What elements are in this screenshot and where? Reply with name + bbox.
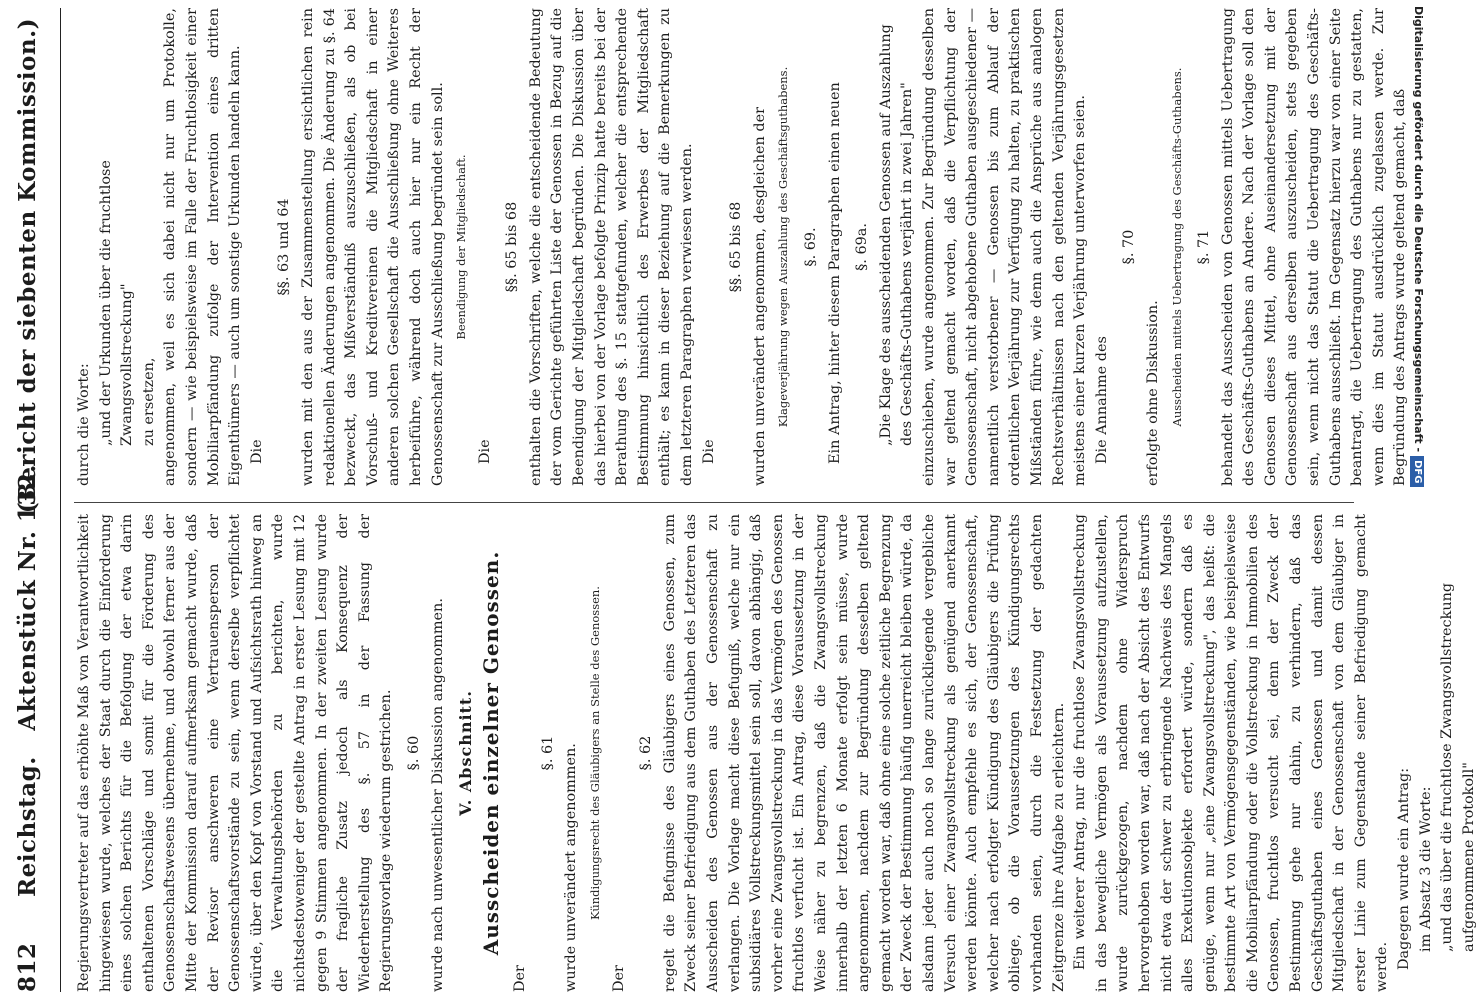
margin-note: Ausscheiden mittels Uebertragung des Geschäfts-Guthabens. <box>1169 67 1184 427</box>
margin-note: Klageverjährung wegen Auszahlung des Geschäftsguthabens. <box>776 66 791 428</box>
paragraph: Der <box>610 965 627 992</box>
paragraph: im Absatz 3 die Worte: <box>1417 786 1434 952</box>
paragraph-label: §. 70 <box>1121 229 1138 265</box>
paragraph: Dagegen wurde ein Antrag: <box>1396 767 1413 970</box>
paragraph: Die <box>248 439 265 464</box>
paragraph: Die <box>476 439 493 464</box>
paragraph: erfolgte ohne Diskussion. <box>1144 300 1161 486</box>
quote: „Die Klage des ausscheidenden Genossen auf Auszahlung des Geschäfts-Guthabens verjährt in zwei Jahren" <box>877 24 916 446</box>
header-rule <box>60 8 61 992</box>
paragraph-label: §. 62 <box>638 735 655 771</box>
margin-note: Kündigungsrecht des Gläubigers an Stelle des Genossen. <box>588 586 603 920</box>
paragraph: zu ersetzen, <box>140 357 157 446</box>
paragraph-label: §§. 63 und 64 <box>276 198 293 296</box>
section-number: V. Abschnitt. <box>456 690 476 816</box>
paragraph: angenommen, weil es sich dabei nicht nur um Protokolle, sondern — wie beispielsweise im Falle der Fruchtlosigkeit einer Mobiliarpfändung zufolge der Intervention eines dritten Eigenthümers — auch um sonstige Urkunden handeln kann. <box>162 8 244 486</box>
paragraph-label: §. 61 <box>539 735 556 771</box>
paragraph: enthalten die Vorschriften, welche die entscheidende Bedeutung der vom Gerichte geführten Liste der Genossen in Bezug auf die Beendigung der Mitgliedschaft begründen. Die Diskussion über das hierbei von der Vorlage befolgte Prinzip hatte bereits bei der Berathung des §. 15 stattgefunden, welcher die entsprechende Bestimmung hinsichtlich des Erwerbes der Mitgliedschaft enthält; es kann in dieser Beziehung auf die Bemerkungen zu dem letzteren Paragraphen verwiesen werden. <box>527 8 696 486</box>
page-number: 812 <box>14 942 41 992</box>
left-column <box>74 514 1477 992</box>
paragraph: Der <box>512 965 529 992</box>
page-header <box>2 8 62 992</box>
paragraph-label: §. 69. <box>803 227 819 267</box>
paragraph: wurden unverändert angenommen, desgleichen der <box>751 107 768 486</box>
paragraph: behandelt das Ausscheiden von Genossen mittels Uebertragung des Geschäfts-Guthabens an Andere. Nach der Vorlage soll den Genossen dieses Mittel, ohne Auseinandersetzung mit der Genossenschaft aus derselben auszuscheiden, stets gegeben sein, wenn nicht das Statut die Uebertragung des Geschäfts-Guthabens ausschließt. Im Gegensatz hierzu war von einer Seite beantragt, die Uebertragung des Guthabens nur zu gestatten, wenn dies im Statut ausdrücklich zugelassen werde. Zur Begründung des Antrags wurde geltend gemacht, daß <box>1219 8 1409 486</box>
paragraph: wurden mit den aus der Zusammenstellung ersichtlichen rein redaktionellen Änderungen angenommen. Die Änderung zu §. 64 bezweckt, das Mißverständniß auszuschließen, als ob bei Vorschuß- und Kreditvereinen die Mitgliedschaft in einer anderen solchen Gesellschaft die Ausschließung ohne Weiteres herbeiführe, während doch auch hier nur ein Recht der Genossenschaft zur Ausschließung begründet sein soll. <box>299 8 446 486</box>
paragraph: Ein Antrag, hinter diesem Paragraphen einen neuen <box>826 82 843 464</box>
paragraph: Ein weiterer Antrag, nur die fruchtlose Zwangsvollstreckung in das bewegliche Vermögen als Voraussetzung aufzustellen, wurde zurückgezogen, nachdem ohne Widerspruch hervorgehoben worden war, daß nach der Absicht des Entwurfs nicht etwa der schwer zu erbringende Nachweis des Mangels alles Exekutionsobjekte erfordert würde, sondern daß es genüge, wenn nur „eine Zwangsvollstreckung", das heißt: die bestimmte Art von Vermögensgegenständen, wie beispielsweise die Mobiliarpfändung oder die Vollstreckung in Immobilien des Genossen, fruchtlos versucht sei, denn der Zweck der Bestimmung gehe nur dahin, zu verhindern, daß das Geschäftsguthaben eines Genossen und damit dessen Mitgliedschaft in der Genossenschaft von dem Gläubiger in erster Linie zum Gegenstande seiner Befriedigung gemacht werde. <box>1072 514 1391 992</box>
quote: „und der Urkunden über die fruchtlose Zwangsvollstreckung" <box>97 160 136 446</box>
margin-note: Beendigung der Mitgliedschaft. <box>454 154 469 340</box>
digitization-credit <box>1408 6 1428 986</box>
paragraph-label: §. 71 <box>1196 229 1213 265</box>
paragraph: wurde nach unwesentlicher Diskussion angenommen. <box>429 598 446 992</box>
paragraph: durch die Worte: <box>76 363 92 486</box>
header-right-title: (Bericht der siebenten Kommission.) <box>14 18 41 514</box>
paragraph-label: §. 60 <box>405 735 422 771</box>
paragraph: einzuschieben, wurde angenommen. Zur Begründung desselben war geltend gemacht worden, daß die Verpflichtung der Genossenschaft, nicht abgehobene Guthaben ausgeschiedener — namentlich verstorbener — Genossen bis zum Ablauf der ordentlichen Verjährung zur Verfügung zu halten, zu praktischen Mißständen führe, wie denn auch die Ansprüche aus analogen Rechtsverhältnissen nach den geltenden Verjährungsgesetzen meistens einer kurzen Verjährung unterworfen seien. <box>920 8 1089 486</box>
quote: „und das über die fruchtlose Zwangsvollstreckung aufgenommene Protokoll" <box>1439 582 1477 952</box>
paragraph: wurde unverändert angenommen. <box>563 743 580 992</box>
paragraph-label: §§. 65 bis 68 <box>504 201 521 293</box>
column-divider <box>74 502 1354 503</box>
paragraph-label: §§. 65 bis 68 <box>728 201 745 293</box>
paragraph: Die <box>700 439 717 464</box>
credit-text: Digitalisierung gefördert durch die Deutsche Forschungsgemeinschaft - <box>1412 6 1425 453</box>
header-left-title: Reichstag. Aktenstück Nr. 132. <box>14 464 41 897</box>
dfg-logo: DFG <box>1410 456 1424 487</box>
section-title: Ausscheiden einzelner Genossen. <box>478 550 503 956</box>
right-column <box>74 8 1409 486</box>
paragraph: Die Annahme des <box>1093 336 1110 464</box>
paragraph-label: §. 69a. <box>854 223 871 271</box>
paragraph: regelt die Befugnisse des Gläubigers eines Genossen, zum Zweck seiner Befriedigung aus dem Guthaben des Letzteren das Ausscheiden des Genossen aus der Genossenschaft zu verlangen. Die Vorlage macht diese Befugniß, welche nur ein subsidiäres Vollstreckungsmittel sein soll, davon abhängig, daß vorher eine Zwangsvollstreckung in das Vermögen des Genossen fruchtlos verfucht ist. Ein Antrag, diese Voraussetzung in der Weise näher zu begrenzen, daß die Zwangsvollstreckung innerhalb der letzten 6 Monate erfolgt sein müsse, wurde angenommen, nachdem zur Begründung desselben geltend gemacht worden war, daß ohne eine solche zeitliche Begrenzung der Zweck der Bestimmung häufig unerreicht bleiben würde, da alsdann jeder auch noch so lange zurückliegende vergebliche Versuch einer Zwangsvollstreckung als genügend anerkannt werden könnte. Auch empfehle es sich, der Genossenschaft, welcher nach erfolgter Kündigung des Gläubigers die Prüfung obliege, ob die Voraussetzungen des Kündigungsrechts vorhanden seien, durch die Festsetzung der gedachten Zeitgrenze ihre Aufgabe zu erleichtern. <box>661 514 1067 992</box>
paragraph: Regierungsvertreter auf das erhöhte Maß von Verantwortlichkeit hingewiesen wurde, welches der Staat durch die Einforderung eines solchen Berichts für die Befolgung der etwa darin enthaltenen Vorschläge und somit für die Förderung des Genossenschaftswesens übernehme, und obwohl ferner aus der Mitte der Kommission darauf aufmerksam gemacht wurde, daß der Revisor anschweren eine Vertrauensperson der Genossenschaftsvorstände zu sein, wenn derselbe verpflichtet würde, über den Kopf von Vorstand und Aufsichtsrath hinweg an die Verwaltungsbehörden zu berichten, wurde nichtsdestoweniger der gestellte Antrag in erster Lesung mit 12 gegen 9 Stimmen angenommen. In der zweiten Lesung wurde der fragliche Zusatz jedoch als Konsequenz der Wiederherstellung des §. 57 in der Fassung der Regierungsvorlage wiederum gestrichen. <box>76 514 395 992</box>
